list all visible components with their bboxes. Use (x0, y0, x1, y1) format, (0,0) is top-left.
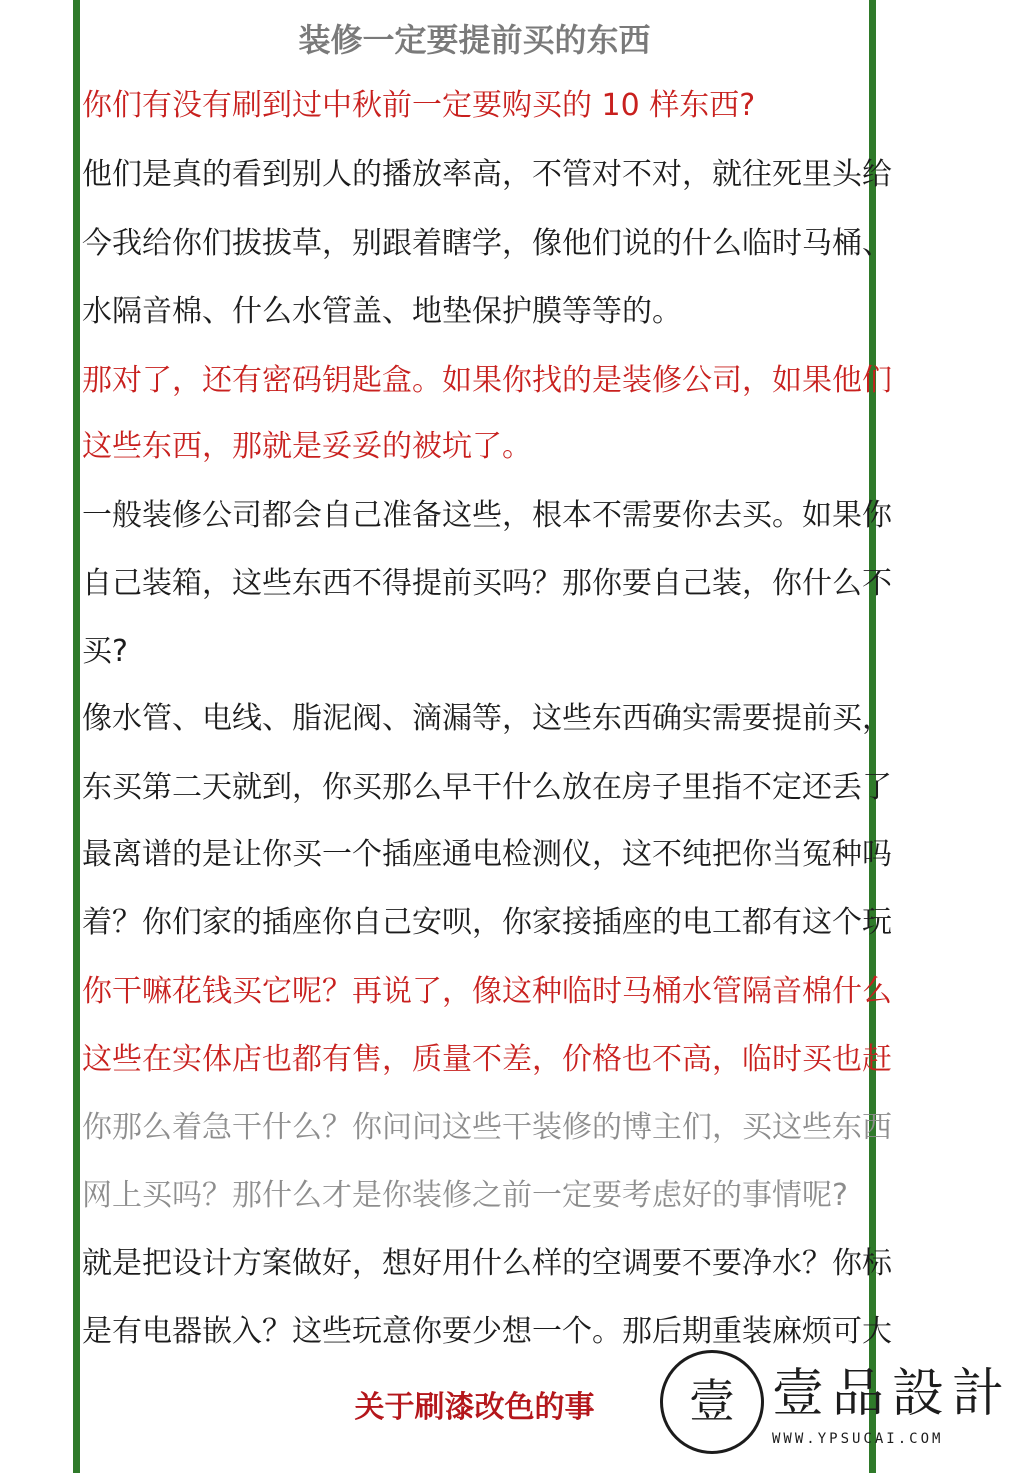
text-line: 着？你们家的插座你自己安呗，你家接插座的电工都有这个玩 (82, 905, 892, 940)
text-line: 网上买吗？那什么才是你装修之前一定要考虑好的事情呢? (82, 1178, 848, 1213)
text-line: 一般装修公司都会自己准备这些，根本不需要你去买。如果你 (82, 498, 892, 533)
text-line: 今我给你们拔拔草，别跟着瞎学，像他们说的什么临时马桶、 (82, 226, 892, 261)
text-line: 像水管、电线、脂泥阀、滴漏等，这些东西确实需要提前买， (82, 701, 892, 736)
text-line: 最离谱的是让你买一个插座通电检测仪，这不纯把你当冤种吗 (82, 837, 892, 872)
logo-glyph-icon (677, 1367, 747, 1437)
text-line: 是有电器嵌入？这些玩意你要少想一个。那后期重装麻烦可大 (82, 1314, 892, 1349)
text-line: 买? (82, 634, 128, 669)
text-line: 那对了，还有密码钥匙盒。如果你找的是装修公司，如果他们 (82, 363, 892, 398)
text-line: 你们有没有刷到过中秋前一定要购买的 10 样东西? (82, 88, 756, 123)
watermark-brand: 壹品設計 (772, 1364, 1012, 1424)
left-border (73, 0, 80, 1473)
text-line: 这些在实体店也都有售，质量不差，价格也不高，临时买也赶 (82, 1042, 892, 1077)
text-line: 他们是真的看到别人的播放率高，不管对不对，就往死里头给 (82, 157, 892, 192)
logo-circle-icon (660, 1350, 764, 1454)
text-line: 这些东西，那就是妥妥的被坑了。 (82, 429, 532, 464)
logo-char: 壹 (689, 1374, 735, 1428)
watermark-url: WWW.YPSUCAI.COM (772, 1431, 944, 1447)
text-line: 水隔音棉、什么水管盖、地垫保护膜等等的。 (82, 294, 682, 329)
text-line: 东买第二天就到，你买那么早干什么放在房子里指不定还丢了 (82, 770, 892, 805)
text-line: 你干嘛花钱买它呢？再说了，像这种临时马桶水管隔音棉什么 (82, 974, 892, 1009)
text-line: 自己装箱，这些东西不得提前买吗？那你要自己装，你什么不 (82, 566, 892, 601)
section-subheading: 关于刷漆改色的事 (354, 1390, 595, 1425)
watermark-logo (660, 1350, 1012, 1465)
text-line: 你那么着急干什么？你问问这些干装修的博主们，买这些东西 (82, 1110, 892, 1145)
text-line: 就是把设计方案做好，想好用什么样的空调要不要净水？你标 (82, 1246, 892, 1281)
article-title: 装修一定要提前买的东西 (298, 21, 651, 59)
